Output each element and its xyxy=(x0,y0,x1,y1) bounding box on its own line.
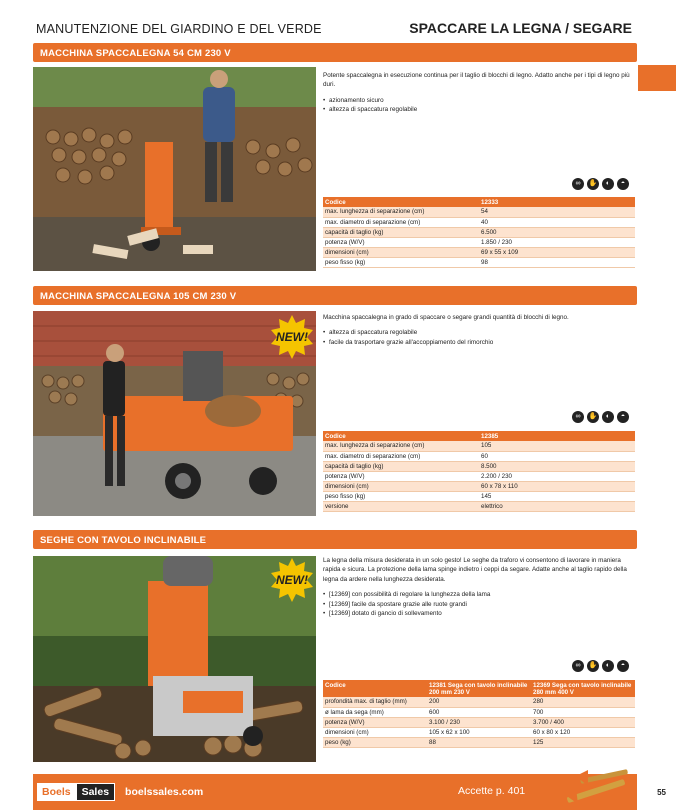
table-cell: profondità max. di taglio (mm) xyxy=(323,697,427,707)
table-cell: dimensioni (cm) xyxy=(323,727,427,737)
description-text: Macchina spaccalegna in grado di spaccare o segare grandi quantità di blocchi di legno. xyxy=(323,314,569,321)
description-text: Potente spaccalegna in esecuzione continua per il taglio di blocchi di legno. Adatto anche per i tipi di legno più duri. xyxy=(323,72,630,89)
table-cell: 60 x 80 x 120 xyxy=(531,727,635,737)
section-title-splitter-54: MACCHINA SPACCALEGNA 54 CM 230 V xyxy=(33,43,637,62)
table-cell: peso fisso (kg) xyxy=(323,257,479,267)
table-cell: dimensioni (cm) xyxy=(323,481,479,491)
goggles-icon: ∞ xyxy=(572,178,584,190)
tilting-saw-description xyxy=(323,556,633,619)
table-cell: max. diametro di separazione (cm) xyxy=(323,217,479,227)
section-title-tilting-saws: SEGHE CON TAVOLO INCLINABILE xyxy=(33,530,637,549)
safety-icons xyxy=(572,178,629,190)
table-cell: 60 xyxy=(479,451,635,461)
bullet-item: • [12369] dotato di gancio di sollevamento xyxy=(323,609,633,618)
helmet-icon: ◓ xyxy=(617,411,629,423)
safety-icons xyxy=(572,660,629,672)
splitter-54-photo xyxy=(33,67,316,271)
table-cell: ø lama da sega (mm) xyxy=(323,707,427,717)
logo-sales: Sales xyxy=(76,783,115,801)
table-cell: 125 xyxy=(531,737,635,747)
table-cell: peso (kg) xyxy=(323,737,427,747)
table-header: 12381 Sega con tavolo inclinabile 200 mm 230 V xyxy=(427,680,531,697)
table-cell: 145 xyxy=(479,491,635,501)
boels-sales-logo[interactable] xyxy=(37,783,203,801)
new-badge xyxy=(270,315,314,359)
table-cell: 600 xyxy=(427,707,531,717)
header-right-title: SPACCARE LA LEGNA / SEGARE xyxy=(409,20,632,36)
new-badge xyxy=(270,558,314,602)
helmet-icon: ◓ xyxy=(617,178,629,190)
table-cell: 69 x 55 x 109 xyxy=(479,247,635,257)
table-cell: 60 x 78 x 110 xyxy=(479,481,635,491)
table-header: Codice xyxy=(323,197,479,207)
table-cell: 40 xyxy=(479,217,635,227)
gloves-icon: ✋ xyxy=(587,660,599,672)
new-badge-text: NEW! xyxy=(276,573,308,587)
table-header: 12385 xyxy=(479,431,635,441)
table-cell: potenza (W/V) xyxy=(323,717,427,727)
table-cell: 105 x 62 x 100 xyxy=(427,727,531,737)
table-cell: 280 xyxy=(531,697,635,707)
splitter-54-spec-table xyxy=(323,197,635,268)
table-cell: elettrico xyxy=(479,501,635,511)
splitter-105-spec-table xyxy=(323,431,635,512)
ear-protection-icon: ◐ xyxy=(602,660,614,672)
table-cell: 3.100 / 230 xyxy=(427,717,531,727)
table-cell: capacità di taglio (kg) xyxy=(323,461,479,471)
table-header: Codice xyxy=(323,680,427,697)
bullet-item: • altezza di spaccatura regolabile xyxy=(323,105,633,114)
bullet-item: • azionamento sicuro xyxy=(323,96,633,105)
section-title-splitter-105: MACCHINA SPACCALEGNA 105 CM 230 V xyxy=(33,286,637,305)
gloves-icon: ✋ xyxy=(587,178,599,190)
bullet-item: • [12369] facile da spostare grazie alle ruote grandi xyxy=(323,600,633,609)
splitter-54-description xyxy=(323,71,633,115)
table-cell: capacità di taglio (kg) xyxy=(323,227,479,237)
helmet-icon: ◓ xyxy=(617,660,629,672)
table-header: Codice xyxy=(323,431,479,441)
bullet-item: • facile da trasportare grazie all'accoppiamento del rimorchio xyxy=(323,338,633,347)
ear-protection-icon: ◐ xyxy=(602,178,614,190)
table-cell: 6.500 xyxy=(479,227,635,237)
table-cell: 700 xyxy=(531,707,635,717)
table-header: 12369 Sega con tavolo inclinabile 280 mm 400 V xyxy=(531,680,635,697)
table-cell: max. lunghezza di separazione (cm) xyxy=(323,441,479,451)
table-cell: 2.200 / 230 xyxy=(479,471,635,481)
table-cell: 88 xyxy=(427,737,531,747)
table-cell: 8.500 xyxy=(479,461,635,471)
goggles-icon: ∞ xyxy=(572,660,584,672)
page-number: 55 xyxy=(657,788,666,797)
table-cell: max. lunghezza di separazione (cm) xyxy=(323,207,479,217)
splitter-105-description xyxy=(323,313,633,347)
website-link[interactable]: boelssales.com xyxy=(125,786,204,798)
table-cell: 105 xyxy=(479,441,635,451)
logo-boels: Boels xyxy=(37,783,76,801)
tilting-saw-spec-table xyxy=(323,680,635,748)
table-cell: potenza (W/V) xyxy=(323,471,479,481)
gloves-icon: ✋ xyxy=(587,411,599,423)
bullet-item: • [12369] con possibilità di regolare la lunghezza della lama xyxy=(323,590,633,599)
header-left-title: MANUTENZIONE DEL GIARDINO E DEL VERDE xyxy=(36,22,322,36)
axes-icon xyxy=(562,764,632,810)
new-badge-text: NEW! xyxy=(276,330,308,344)
table-cell: 98 xyxy=(479,257,635,267)
goggles-icon: ∞ xyxy=(572,411,584,423)
bullet-item: • altezza di spaccatura regolabile xyxy=(323,328,633,337)
side-tab xyxy=(638,65,676,91)
table-header: 12333 xyxy=(479,197,635,207)
table-cell: peso fisso (kg) xyxy=(323,491,479,501)
table-cell: 1.850 / 230 xyxy=(479,237,635,247)
table-cell: 200 xyxy=(427,697,531,707)
table-cell: versione xyxy=(323,501,479,511)
table-cell: 54 xyxy=(479,207,635,217)
table-cell: potenza (W/V) xyxy=(323,237,479,247)
table-cell: 3.700 / 400 xyxy=(531,717,635,727)
ear-protection-icon: ◐ xyxy=(602,411,614,423)
table-cell: max. diametro di separazione (cm) xyxy=(323,451,479,461)
accessories-reference[interactable]: Accette p. 401 xyxy=(458,785,526,797)
description-text: La legna della misura desiderata in un solo gesto! Le seghe da traforo vi consentono di lavorare in maniera rapida e sicura. La protezione della lama spinge indietro i ceppi da segare. Adatte anche al taglio rapido della legna da ardere nella lunghezza desiderata. xyxy=(323,557,627,583)
table-cell: dimensioni (cm) xyxy=(323,247,479,257)
safety-icons xyxy=(572,411,629,423)
